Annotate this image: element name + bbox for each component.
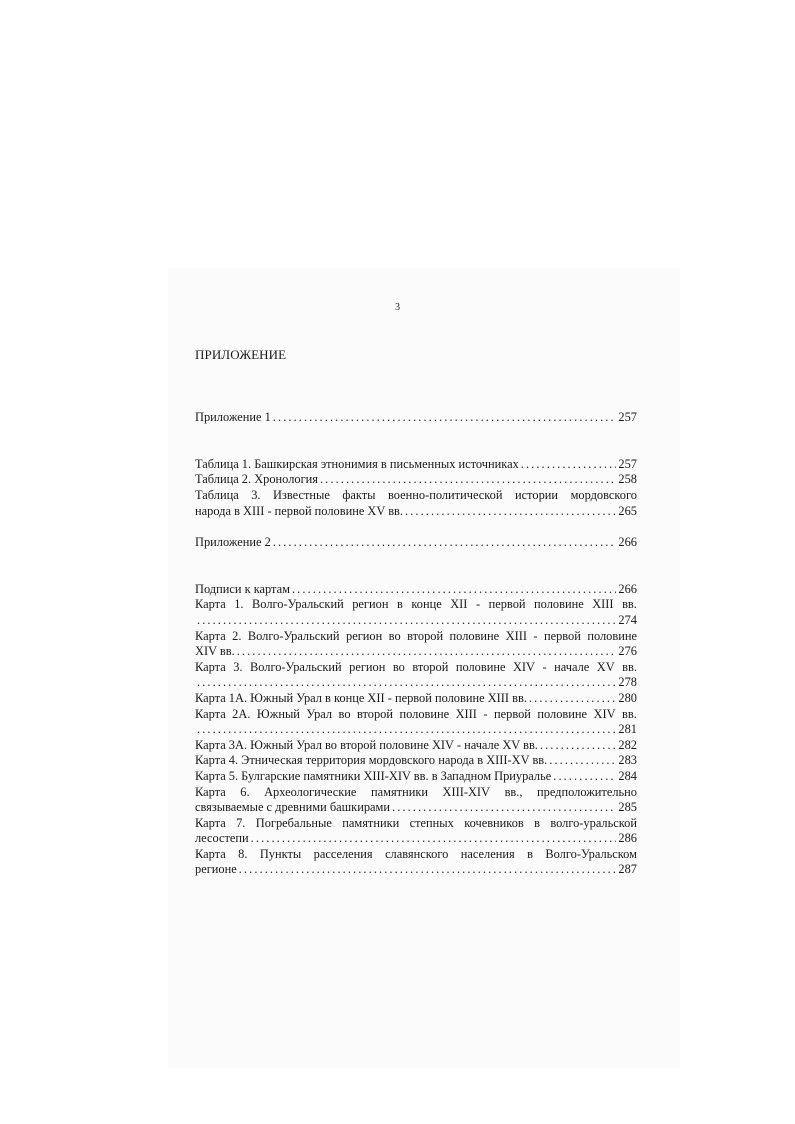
entry-title: Приложение 2 xyxy=(195,535,271,549)
page-ref: 257 xyxy=(618,456,637,471)
entry-title: народа в XIII - первой половине XV вв. xyxy=(195,503,403,518)
toc-section-appendix1 xyxy=(195,410,637,426)
dot-leader xyxy=(320,472,616,488)
page-ref: 283 xyxy=(618,753,637,768)
page-ref: 258 xyxy=(618,472,637,487)
appendix-1-toc xyxy=(195,410,637,519)
page-ref: 266 xyxy=(618,581,637,596)
entry-title: XIV вв. xyxy=(195,644,235,659)
toc-entry xyxy=(195,472,637,488)
toc-entry-line2 xyxy=(195,644,637,660)
toc-entry xyxy=(195,753,637,769)
page-ref: 287 xyxy=(618,862,637,877)
page-number: 3 xyxy=(395,302,400,313)
entry-title: Карта 5. Булгарские памятники XIII-XIV вв. в Западном Приуралье xyxy=(195,768,552,783)
toc-entry xyxy=(195,769,637,785)
toc-entry-line2 xyxy=(195,722,637,738)
toc-entry-line1: Карта 1. Волго-Уральский регион в конце XII - первой половине XIII вв. xyxy=(195,597,637,612)
dot-leader xyxy=(273,535,617,551)
entry-title: Приложение 1 xyxy=(195,410,271,424)
toc-entry-line2 xyxy=(195,504,637,520)
page-ref: 280 xyxy=(618,690,637,705)
toc-entry xyxy=(195,738,637,754)
page-ref: 281 xyxy=(618,722,637,737)
toc-entry-line2 xyxy=(195,613,637,629)
dot-leader xyxy=(292,582,616,598)
toc-entry-line1: Таблица 3. Известные факты военно-политической истории мордовского xyxy=(195,487,637,502)
entry-title: Карта 3А. Южный Урал во второй половине XIV - начале XV вв. xyxy=(195,737,538,752)
dot-leader xyxy=(529,691,616,707)
dot-leader xyxy=(549,753,616,769)
toc-entry-line1: Карта 7. Погребальные памятники степных кочевников в волго-уральской xyxy=(195,815,637,830)
dot-leader xyxy=(197,613,616,629)
entry-title: регионе xyxy=(195,862,237,877)
toc-entry xyxy=(195,457,637,473)
toc-entry-line1: Карта 2А. Южный Урал во второй половине XIII - первой половине XIV вв. xyxy=(195,706,637,721)
entry-title: Таблица 1. Башкирская этнонимия в письменных источниках xyxy=(195,456,519,471)
page-ref: 278 xyxy=(618,675,637,690)
dot-leader xyxy=(251,831,617,847)
page-ref: 286 xyxy=(618,831,637,846)
page-ref: 257 xyxy=(618,410,637,424)
page-ref: 266 xyxy=(618,535,637,549)
toc-entry-line2 xyxy=(195,800,637,816)
toc-entry-line2 xyxy=(195,862,637,878)
entry-title: связываемые с древними башкирами xyxy=(195,800,390,815)
entry-title: Подписи к картам xyxy=(195,581,290,596)
dot-leader xyxy=(392,800,616,816)
toc-entry-line1: Карта 8. Пункты расселения славянского населения в Волго-Уральском xyxy=(195,846,637,861)
entry-title: лесостепи xyxy=(195,831,249,846)
page-ref: 285 xyxy=(618,800,637,815)
toc-entry-line2 xyxy=(195,831,637,847)
page-ref: 274 xyxy=(618,612,637,627)
page-ref: 284 xyxy=(618,768,637,783)
appendix-2-toc xyxy=(195,535,637,878)
entry-title: Карта 1А. Южный Урал в конце XII - первой половине XIII вв. xyxy=(195,690,527,705)
toc-entry-line1: Карта 2. Волго-Уральский регион во второй половине XIII - первой половине xyxy=(195,628,637,643)
page-ref: 282 xyxy=(618,737,637,752)
dot-leader xyxy=(237,644,617,660)
toc-section-appendix2 xyxy=(195,535,637,551)
dot-leader xyxy=(197,722,616,738)
toc-entry-line1: Карта 3. Волго-Уральский регион во второй половине XIV - начале XV вв. xyxy=(195,659,637,674)
dot-leader xyxy=(540,738,617,754)
dot-leader xyxy=(197,675,616,691)
entry-title: Карта 4. Этническая территория мордовского народа в XIII-XV вв. xyxy=(195,753,548,768)
page-ref: 276 xyxy=(618,644,637,659)
page-ref: 265 xyxy=(618,503,637,518)
toc-entry-line2 xyxy=(195,675,637,691)
toc-entry xyxy=(195,582,637,598)
toc-entry xyxy=(195,691,637,707)
page-title: ПРИЛОЖЕНИЕ xyxy=(195,347,287,362)
entry-title: Таблица 2. Хронология xyxy=(195,472,318,487)
dot-leader xyxy=(553,769,616,785)
toc-entry-line1: Карта 6. Археологические памятники XIII-XIV вв., предположительно xyxy=(195,784,637,799)
dot-leader xyxy=(521,457,617,473)
dot-leader xyxy=(273,410,617,426)
dot-leader xyxy=(239,862,617,878)
dot-leader xyxy=(405,504,616,520)
